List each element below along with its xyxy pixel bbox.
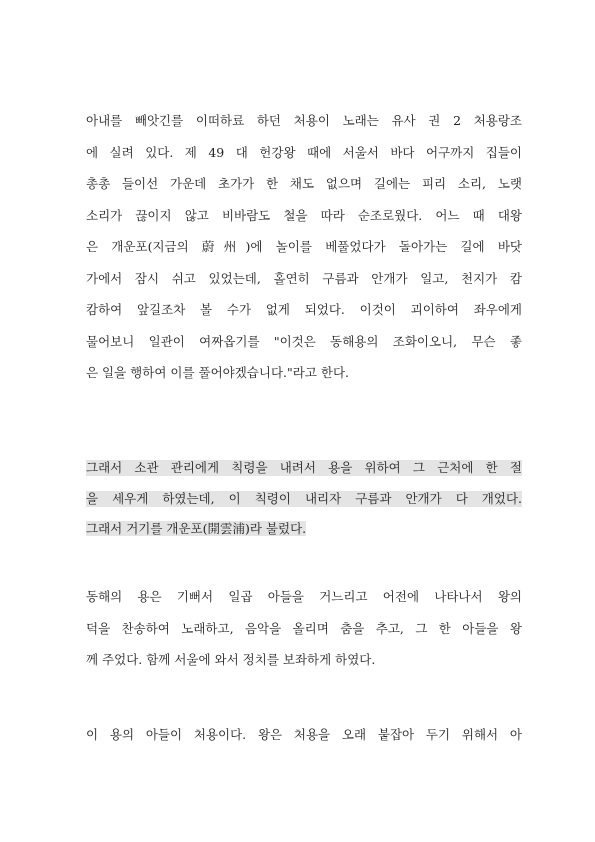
- text-line: 동해의 용은 기뻐서 일곱 아들을 거느리고 어전에 나타나서 왕의: [86, 589, 522, 604]
- text-line: 물어보니 일관이 여짜옵기를 "이것은 동해용의 조화이오니, 무슨 좋: [86, 333, 522, 349]
- highlighted-text-line: 을 세우게 하였는데, 이 칙령이 내리자 구름과 안개가 다 개었다.: [86, 490, 522, 506]
- text-line: 은 개운포(지금의 蔚州)에 놀이를 베풀었다가 돌아가는 길에 바닷: [86, 239, 522, 254]
- text-line: 에 실려 있다. 제 49 대 헌강왕 때에 서울서 바다 어구까지 집들이: [86, 144, 522, 160]
- text-line: 덕을 찬송하여 노래하고, 음악을 올리며 춤을 추고, 그 한 아들을 왕: [86, 620, 522, 636]
- paragraph-2-highlighted: [86, 460, 522, 552]
- text-line: 가에서 잠시 쉬고 있었는데, 홀연히 구름과 안개가 일고, 천지가 캄: [86, 270, 522, 286]
- highlighted-text-line-wrap: [86, 521, 522, 537]
- text-line: 캄하여 앞길조차 볼 수가 없게 되었다. 이것이 괴이하여 좌우에게: [86, 302, 522, 317]
- highlighted-text-line: 그래서 소관 관리에게 칙령을 내려서 용을 위하여 그 근처에 한 절: [86, 460, 522, 475]
- text-line: 총총 들이선 가운데 초가가 한 채도 없으며 길에는 피리 소리, 노랫: [86, 176, 522, 191]
- highlighted-text-line: 그래서 거기를 개운포(開雲浦)라 불렀다.: [86, 521, 307, 536]
- paragraph-1: [86, 113, 522, 397]
- text-line: 이 용의 아들이 처용이다. 왕은 처용을 오래 붙잡아 두기 위해서 아: [86, 727, 522, 742]
- text-line: 아내를 빼앗긴를 이떠하료 하던 처용이 노래는 유사 권 2 처용랑조: [86, 113, 522, 128]
- paragraph-4: [86, 727, 522, 759]
- text-line: 께 주었다. 함께 서울에 와서 정치를 보좌하게 하였다.: [86, 652, 376, 667]
- text-line: 소리가 끊이지 않고 비바람도 철을 따라 순조로웠다. 어느 때 대왕: [86, 207, 522, 223]
- paragraph-3: [86, 589, 522, 684]
- text-line: 은 일을 행하여 이를 풀어야겠습니다."라고 한다.: [86, 365, 349, 380]
